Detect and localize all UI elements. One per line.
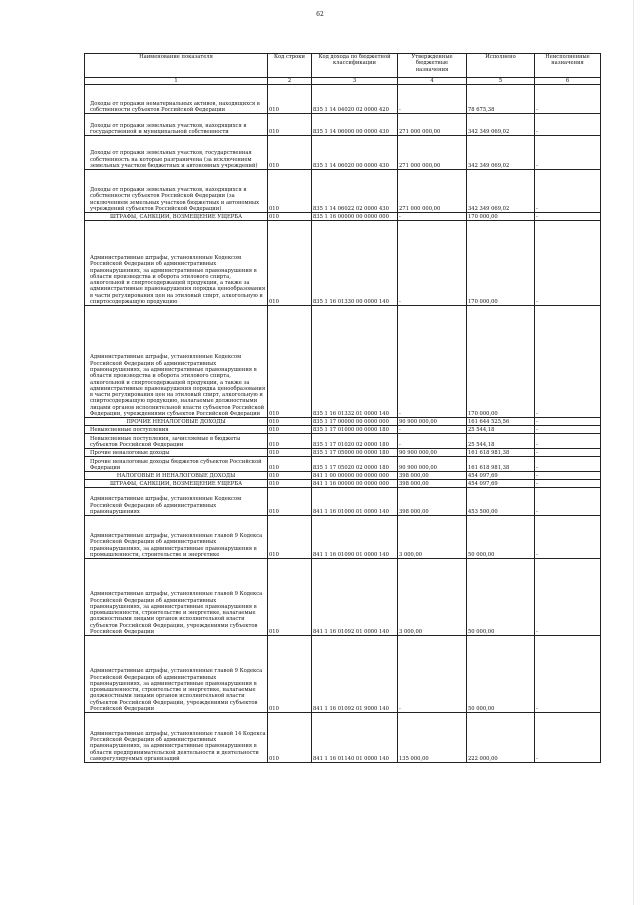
table-row: [85, 449, 601, 457]
row-executed: 161 618 981,38: [467, 457, 535, 472]
row-executed: 342 349 069,02: [467, 114, 535, 136]
row-income-code: 841 1 16 01092 01 0000 140: [312, 559, 398, 636]
row-unexecuted: -: [535, 713, 601, 763]
row-name: Прочие неналоговые доходы бюджетов субъектов Российской Федерации: [85, 457, 268, 472]
row-unexecuted: -: [535, 480, 601, 488]
row-approved: 3 000,00: [398, 516, 467, 559]
row-approved: 3 000,00: [398, 559, 467, 636]
row-executed: 25 544,18: [467, 426, 535, 434]
row-line-code: 010: [268, 85, 312, 114]
row-approved: -: [398, 426, 467, 434]
row-line-code: 010: [268, 636, 312, 713]
row-name: Доходы от продажи земельных участков, находящихся в собственности субъектов Российской Федерации (за исключением земельных участков бюджетных и автономных учреждений субъектов Российской Федерации): [85, 170, 268, 213]
row-name: Невыясненные поступления, зачисляемые в бюджеты субъектов Российской Федерации: [85, 434, 268, 449]
row-executed: 342 349 069,02: [467, 170, 535, 213]
row-executed: 342 349 069,02: [467, 136, 535, 170]
row-unexecuted: -: [535, 457, 601, 472]
table-row: [85, 516, 601, 559]
row-unexecuted: -: [535, 85, 601, 114]
table-row: [85, 85, 601, 114]
row-unexecuted: -: [535, 306, 601, 418]
row-income-code: 835 1 14 04020 02 0000 420: [312, 85, 398, 114]
row-unexecuted: -: [535, 170, 601, 213]
row-executed: 161 644 525,56: [467, 418, 535, 426]
row-line-code: 010: [268, 434, 312, 449]
row-income-code: 835 1 17 00000 00 0000 000: [312, 418, 398, 426]
row-executed: 25 544,18: [467, 434, 535, 449]
table-row: [85, 480, 601, 488]
table-row: [85, 170, 601, 213]
row-line-code: 010: [268, 559, 312, 636]
row-executed: 222 000,00: [467, 713, 535, 763]
row-unexecuted: -: [535, 426, 601, 434]
row-line-code: 010: [268, 114, 312, 136]
row-approved: 90 900 000,00: [398, 449, 467, 457]
row-line-code: 010: [268, 221, 312, 306]
row-income-code: 841 1 16 00000 00 0000 000: [312, 480, 398, 488]
row-name: Доходы от продажи нематериальных активов, находящихся в собственности субъектов Российской Федерации: [85, 85, 268, 114]
table-row: [85, 636, 601, 713]
header-row: [85, 54, 601, 78]
row-executed: 453 500,00: [467, 488, 535, 516]
row-unexecuted: -: [535, 488, 601, 516]
row-approved: -: [398, 434, 467, 449]
row-approved: 135 000,00: [398, 713, 467, 763]
table-row: [85, 488, 601, 516]
table-body: [85, 85, 601, 763]
row-line-code: 010: [268, 713, 312, 763]
row-approved: -: [398, 213, 467, 221]
table-row: [85, 136, 601, 170]
header-unexecuted: Неисполненные назначения: [535, 54, 601, 78]
row-line-code: 010: [268, 170, 312, 213]
table-row: [85, 457, 601, 472]
row-income-code: 835 1 14 06020 00 0000 430: [312, 136, 398, 170]
row-line-code: 010: [268, 213, 312, 221]
row-unexecuted: -: [535, 418, 601, 426]
column-index: 4: [398, 78, 467, 85]
row-line-code: 010: [268, 516, 312, 559]
column-index-row: [85, 78, 601, 85]
row-executed: 161 618 981,38: [467, 449, 535, 457]
income-table: [84, 53, 601, 763]
column-index: 1: [85, 78, 268, 85]
table-row: [85, 418, 601, 426]
row-income-code: 835 1 17 01000 00 0000 180: [312, 426, 398, 434]
table-row: [85, 713, 601, 763]
row-executed: 50 000,00: [467, 559, 535, 636]
row-name: Доходы от продажи земельных участков, находящихся в государственной и муниципальной собственности: [85, 114, 268, 136]
row-unexecuted: -: [535, 472, 601, 480]
row-executed: 454 097,69: [467, 480, 535, 488]
row-unexecuted: -: [535, 114, 601, 136]
row-name: Доходы от продажи земельных участков, государственная собственность на которые разграничена (за исключением земельных участков бюджетных и автономных учреждений): [85, 136, 268, 170]
row-line-code: 010: [268, 418, 312, 426]
row-unexecuted: -: [535, 559, 601, 636]
row-line-code: 010: [268, 449, 312, 457]
row-unexecuted: -: [535, 221, 601, 306]
row-income-code: 841 1 16 01140 01 0000 140: [312, 713, 398, 763]
row-income-code: 835 1 14 06000 00 0000 430: [312, 114, 398, 136]
row-line-code: 010: [268, 306, 312, 418]
column-index: 3: [312, 78, 398, 85]
row-approved: 90 900 000,00: [398, 457, 467, 472]
page-number: 62: [316, 11, 324, 18]
row-name: ПРОЧИЕ НЕНАЛОГОВЫЕ ДОХОДЫ: [85, 418, 268, 426]
row-unexecuted: -: [535, 434, 601, 449]
row-approved: 398 000,00: [398, 488, 467, 516]
row-name: Административные штрафы, установленные главой 9 Кодекса Российской Федерации об административных правонарушениях, за административные правонарушения в промышленности, строительстве и энергетике: [85, 516, 268, 559]
row-approved: 271 000 000,00: [398, 114, 467, 136]
column-index: 5: [467, 78, 535, 85]
table-row: [85, 114, 601, 136]
table-row: [85, 306, 601, 418]
row-unexecuted: -: [535, 136, 601, 170]
row-income-code: 835 1 17 05020 02 0000 180: [312, 457, 398, 472]
row-unexecuted: -: [535, 636, 601, 713]
row-name: Невыясненные поступления: [85, 426, 268, 434]
row-line-code: 010: [268, 472, 312, 480]
row-name: Административные штрафы, установленные главой 9 Кодекса Российской Федерации об административных правонарушениях, за административные правонарушения в промышленности, строительстве и энергетике, налагаемые должностными лицами органов исполнительной власти субъектов Российской Федерации, учреждениями субъектов Российской Федерации: [85, 636, 268, 713]
row-income-code: 841 1 00 00000 00 0000 000: [312, 472, 398, 480]
row-executed: 170 000,00: [467, 306, 535, 418]
row-income-code: 841 1 16 01000 01 0000 140: [312, 488, 398, 516]
header-code-income: Код дохода по бюджетной классификации: [312, 54, 398, 78]
header-executed: Исполнено: [467, 54, 535, 78]
row-executed: 50 000,00: [467, 516, 535, 559]
table-row: [85, 472, 601, 480]
row-approved: 90 900 000,00: [398, 418, 467, 426]
row-line-code: 010: [268, 426, 312, 434]
row-approved: -: [398, 636, 467, 713]
row-income-code: 835 1 16 01330 00 0000 140: [312, 221, 398, 306]
header-approved: Утвержденные бюджетные назначения: [398, 54, 467, 78]
row-name: Административные штрафы, установленные Кодексом Российской Федерации об административных правонарушениях, за административные правонарушения в области производства и оборота этилового спирта, алкогольной и спиртосодержащей продукции, а также за административные правонарушения порядка ценообразования в части регулирования цен на этиловый спирт, алкогольную и спиртосодержащую продукцию, налагаемые должностными лицами органов исполнительной власти субъектов Российской Федерации, учреждениями субъектов Российской Федерации: [85, 306, 268, 418]
row-income-code: 835 1 16 01332 01 0000 140: [312, 306, 398, 418]
row-executed: 170 000,00: [467, 221, 535, 306]
row-approved: 398 000,00: [398, 472, 467, 480]
row-name: Административные штрафы, установленные главой 9 Кодекса Российской Федерации об административных правонарушениях, за административные правонарушения в промышленности, строительстве и энергетике, налагаемые должностными лицами органов исполнительной власти субъектов Российской Федерации, учреждениями субъектов Российской Федерации: [85, 559, 268, 636]
row-income-code: 835 1 14 06022 02 0000 430: [312, 170, 398, 213]
row-name: ШТРАФЫ, САНКЦИИ, ВОЗМЕЩЕНИЕ УЩЕРБА: [85, 213, 268, 221]
row-name: Прочие неналоговые доходы: [85, 449, 268, 457]
row-line-code: 010: [268, 480, 312, 488]
table-row: [85, 213, 601, 221]
row-line-code: 010: [268, 136, 312, 170]
row-name: ШТРАФЫ, САНКЦИИ, ВОЗМЕЩЕНИЕ УЩЕРБА: [85, 480, 268, 488]
row-approved: 398 000,00: [398, 480, 467, 488]
row-name: Административные штрафы, установленные Кодексом Российской Федерации об административных правонарушениях, за административные правонарушения в области производства и оборота этилового спирта, алкогольной и спиртосодержащей продукции, а также за административные правонарушения порядка ценообразования в части регулирования цен на этиловый спирт, алкогольную и спиртосодержащую продукцию: [85, 221, 268, 306]
row-income-code: 841 1 16 01090 01 0000 140: [312, 516, 398, 559]
row-income-code: 835 1 17 01020 02 0000 180: [312, 434, 398, 449]
row-executed: 50 000,00: [467, 636, 535, 713]
row-income-code: 841 1 16 01092 01 9000 140: [312, 636, 398, 713]
table-row: [85, 221, 601, 306]
row-approved: -: [398, 306, 467, 418]
row-unexecuted: -: [535, 516, 601, 559]
row-line-code: 010: [268, 457, 312, 472]
row-executed: 454 097,69: [467, 472, 535, 480]
row-name: Административные штрафы, установленные главой 14 Кодекса Российской Федерации об административных правонарушениях, за административные правонарушения в области предпринимательской деятельности и деятельности саморегулируемых организаций: [85, 713, 268, 763]
row-income-code: 835 1 16 00000 00 0000 000: [312, 213, 398, 221]
header-name: Наименование показателя: [85, 54, 268, 78]
row-executed: 170 000,00: [467, 213, 535, 221]
row-name: Административные штрафы, установленные Кодексом Российской Федерации об административных правонарушениях: [85, 488, 268, 516]
table-row: [85, 559, 601, 636]
table-row: [85, 434, 601, 449]
row-executed: 78 675,38: [467, 85, 535, 114]
row-line-code: 010: [268, 488, 312, 516]
row-approved: -: [398, 85, 467, 114]
row-approved: -: [398, 221, 467, 306]
column-index: 6: [535, 78, 601, 85]
scan-edge: [633, 0, 634, 905]
table-row: [85, 426, 601, 434]
row-income-code: 835 1 17 05000 00 0000 180: [312, 449, 398, 457]
row-approved: 271 000 000,00: [398, 170, 467, 213]
row-approved: 271 000 000,00: [398, 136, 467, 170]
row-unexecuted: -: [535, 213, 601, 221]
header-code-line: Код строки: [268, 54, 312, 78]
row-unexecuted: -: [535, 449, 601, 457]
column-index: 2: [268, 78, 312, 85]
row-name: НАЛОГОВЫЕ И НЕНАЛОГОВЫЕ ДОХОДЫ: [85, 472, 268, 480]
